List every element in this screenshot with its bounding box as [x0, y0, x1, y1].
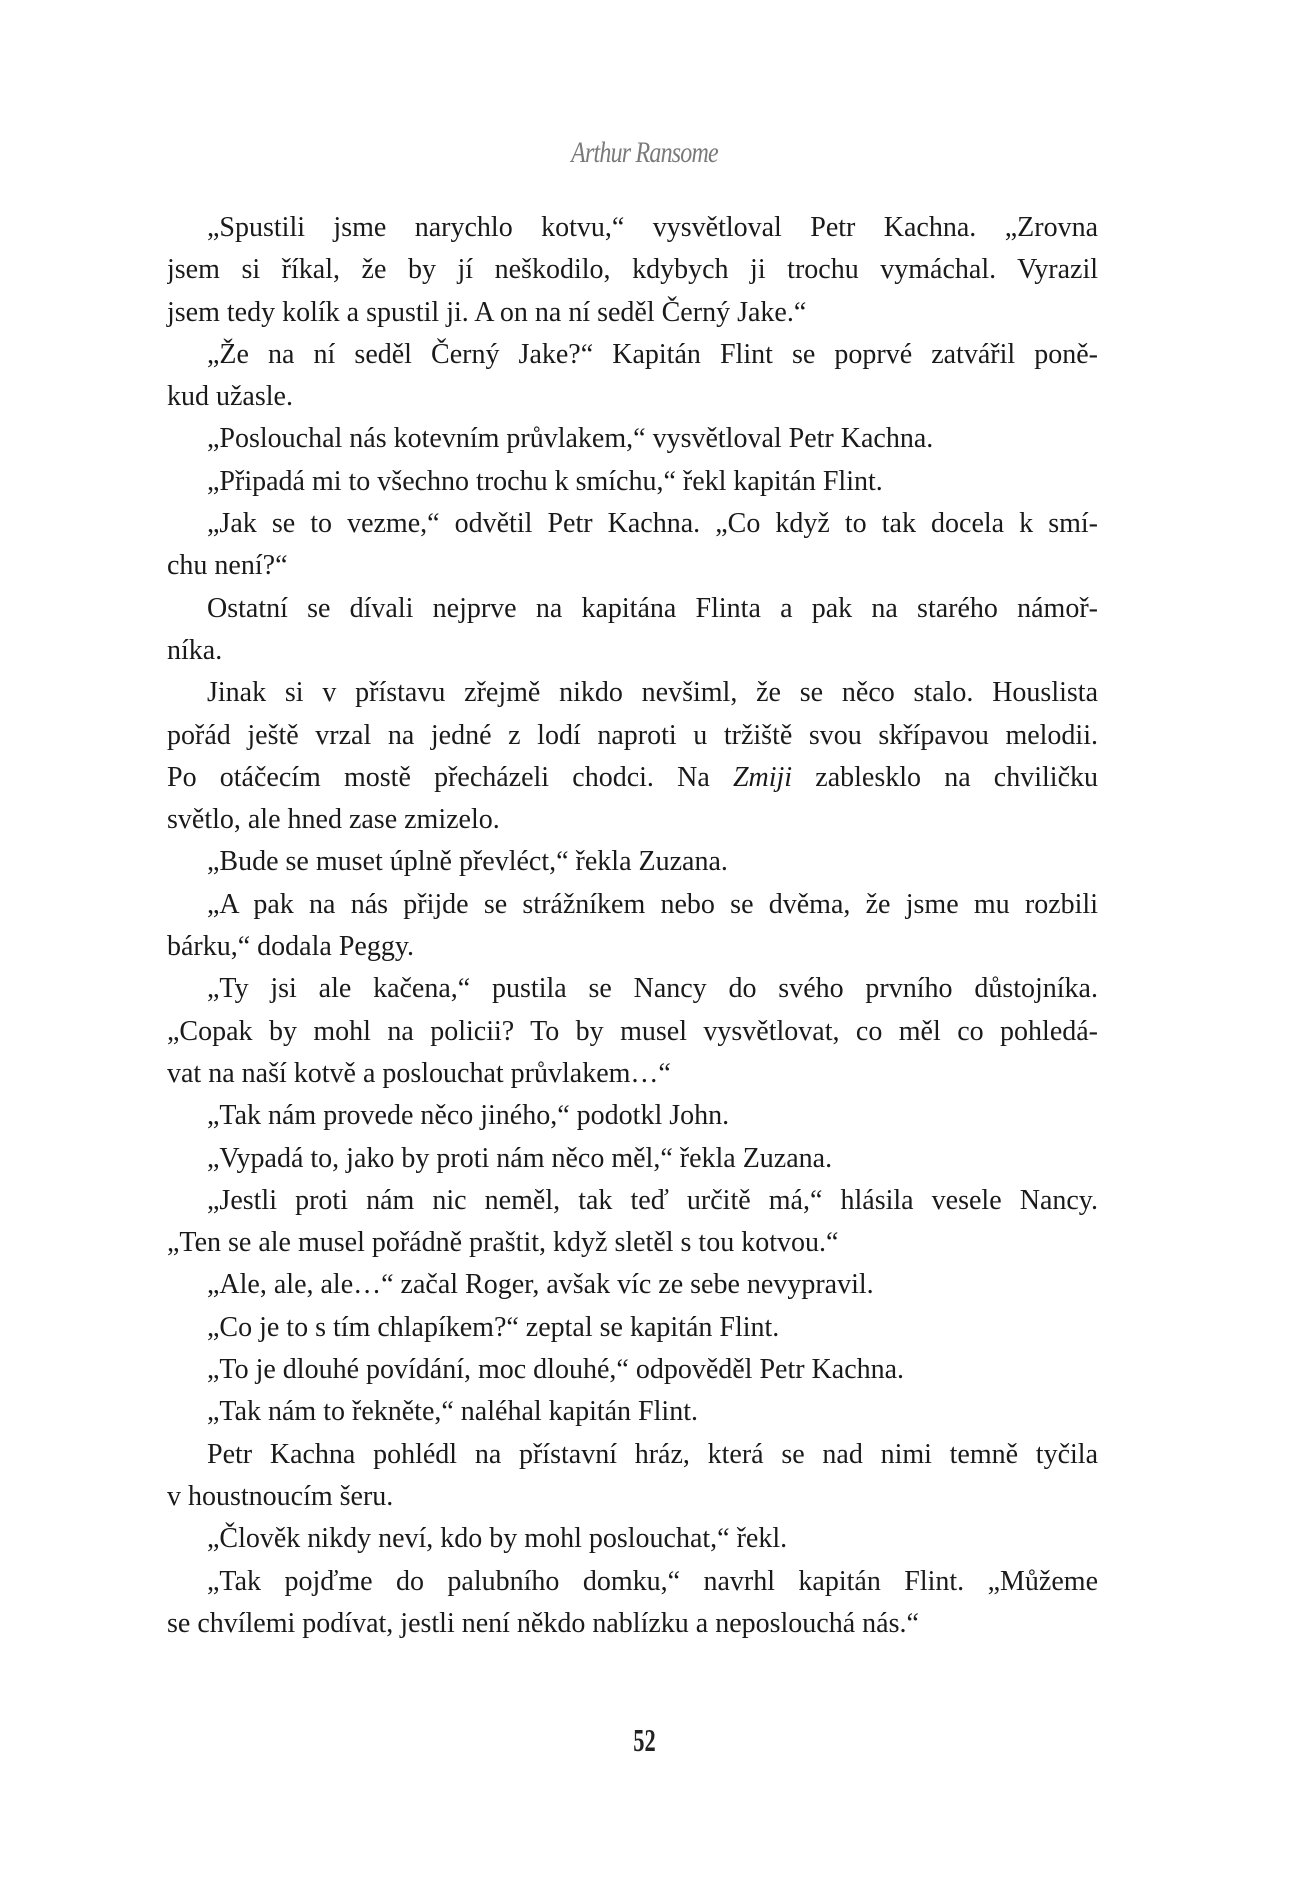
- running-head: Arthur Ransome: [571, 136, 718, 169]
- text-line: kud užasle.: [167, 381, 293, 413]
- body-text: [167, 207, 1098, 1645]
- text-line: pořád ještě vrzal na jedné z lodí naproti u tržiště svou skřípavou melodii.: [167, 719, 1098, 751]
- text-line: „Tak nám provede něco jiného,“ podotkl John.: [207, 1100, 730, 1132]
- italic-ship-name: Zmiji: [732, 761, 793, 793]
- text-line: „Tak nám to řekněte,“ naléhal kapitán Flint.: [207, 1396, 698, 1428]
- text-line: „Copak by mohl na policii? To by musel vysvětlovat, co měl co pohledá-: [167, 1015, 1098, 1047]
- text-line: vat na naší kotvě a poslouchat průvlakem…“: [167, 1057, 671, 1089]
- text-line: „Že na ní seděl Černý Jake?“ Kapitán Flint se poprvé zatvářil poně-: [207, 338, 1098, 370]
- text-line: „To je dlouhé povídání, moc dlouhé,“ odpověděl Petr Kachna.: [207, 1354, 905, 1386]
- text-line: „Vypadá to, jako by proti nám něco měl,“ řekla Zuzana.: [207, 1142, 833, 1174]
- text-line: Petr Kachna pohlédl na přístavní hráz, která se nad nimi temně tyčila: [207, 1438, 1098, 1470]
- text-line: chu není?“: [167, 550, 288, 582]
- text-line: jsem tedy kolík a spustil ji. A on na ní seděl Černý Jake.“: [167, 296, 807, 328]
- text-line: v houstnoucím šeru.: [167, 1480, 394, 1512]
- text-line: „Tak pojďme do palubního domku,“ navrhl kapitán Flint. „Můžeme: [207, 1565, 1098, 1597]
- text-line: níka.: [167, 634, 223, 666]
- page-number: 52: [633, 1722, 656, 1758]
- text-line: „Bude se muset úplně převléct,“ řekla Zuzana.: [207, 846, 728, 878]
- text-line: světlo, ale hned zase zmizelo.: [167, 804, 500, 836]
- text-line: „Co je to s tím chlapíkem?“ zeptal se kapitán Flint.: [207, 1311, 780, 1343]
- text-line: „Ale, ale, ale…“ začal Roger, avšak víc ze sebe nevypravil.: [207, 1269, 874, 1301]
- text-line: „Připadá mi to všechno trochu k smíchu,“ řekl kapitán Flint.: [207, 465, 883, 497]
- text-line: „Spustili jsme narychlo kotvu,“ vysvětloval Petr Kachna. „Zrovna: [207, 212, 1098, 243]
- text-line: bárku,“ dodala Peggy.: [167, 931, 414, 963]
- text-line: „Poslouchal nás kotevním průvlakem,“ vysvětloval Petr Kachna.: [207, 423, 934, 455]
- text-line: Ostatní se dívali nejprve na kapitána Flinta a pak na starého námoř-: [207, 592, 1098, 624]
- text-line: Jinak si v přístavu zřejmě nikdo nevšiml, že se něco stalo. Houslista: [207, 677, 1098, 709]
- text-line: „Jestli proti nám nic neměl, tak teď určitě má,“ hlásila vesele Nancy.: [207, 1184, 1098, 1216]
- text-line: „Jak se to vezme,“ odvětil Petr Kachna. „Co když to tak docela k smí-: [207, 508, 1098, 540]
- text-line: „Člověk nikdy neví, kdo by mohl poslouchat,“ řekl.: [207, 1523, 788, 1555]
- text-segment: zablesklo na chviličku: [792, 761, 1098, 793]
- text-line: [167, 757, 1098, 799]
- text-segment: Po otáčecím mostě přecházeli chodci. Na: [167, 761, 733, 793]
- text-line: „A pak na nás přijde se strážníkem nebo se dvěma, že jsme mu rozbili: [207, 888, 1098, 920]
- text-line: se chvílemi podívat, jestli není někdo nablízku a neposlouchá nás.“: [167, 1607, 919, 1639]
- text-line: „Ty jsi ale kačena,“ pustila se Nancy do svého prvního důstojníka.: [207, 973, 1098, 1005]
- text-line: jsem si říkal, že by jí neškodilo, kdybych ji trochu vymáchal. Vyrazil: [167, 254, 1098, 286]
- text-line: „Ten se ale musel pořádně praštit, když sletěl s tou kotvou.“: [167, 1227, 839, 1259]
